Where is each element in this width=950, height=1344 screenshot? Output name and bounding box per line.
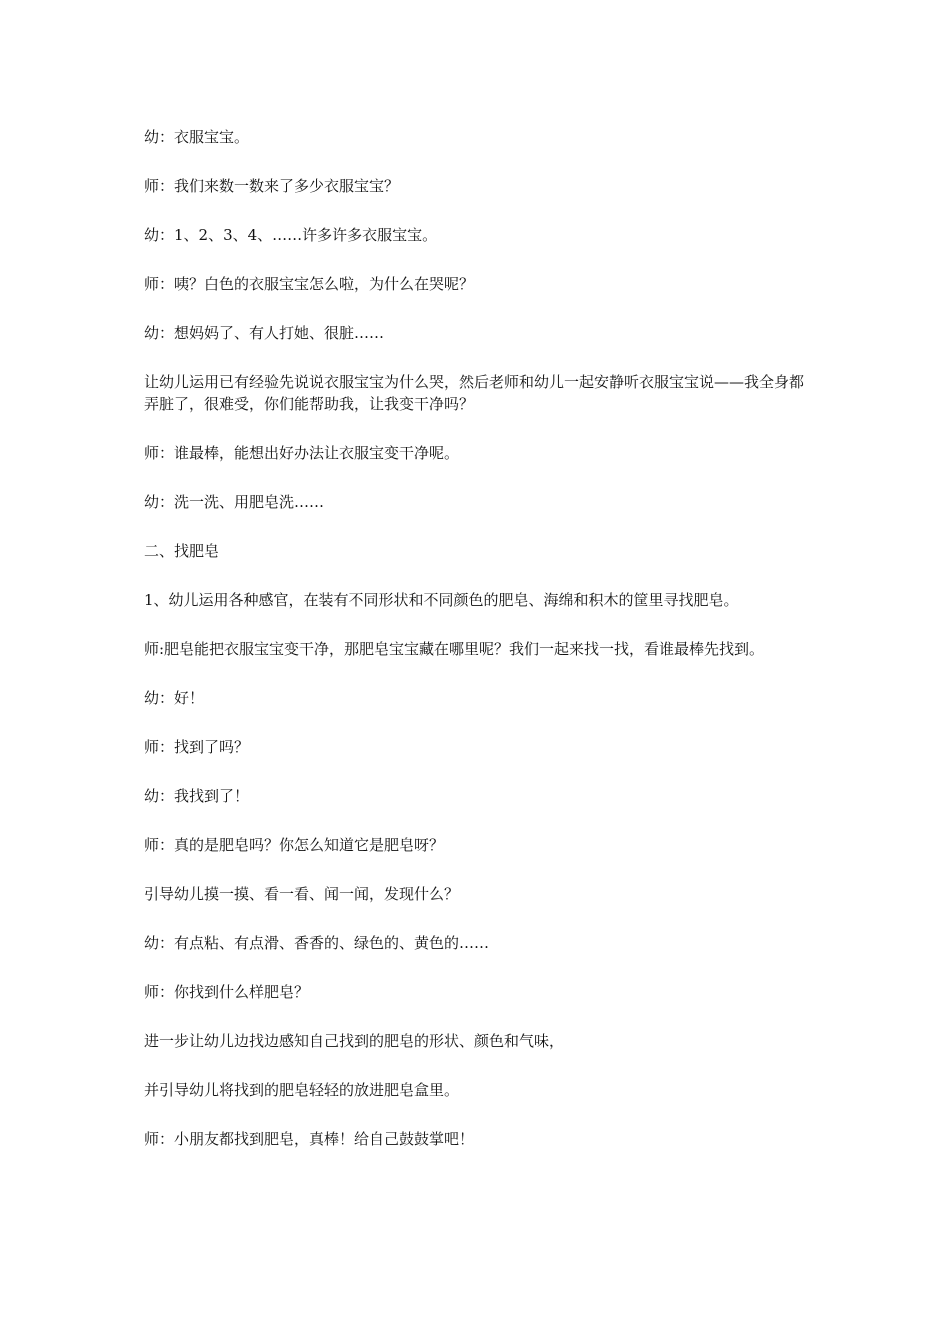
dialogue-line: 师：真的是肥皂吗？你怎么知道它是肥皂呀？ — [144, 836, 445, 854]
section-heading: 二、找肥皂 — [144, 542, 220, 560]
instruction-paragraph: 让幼儿运用已有经验先说说衣服宝宝为什么哭，然后老师和幼儿一起安静听衣服宝宝说——我全身都弄脏了，很难受，你们能帮助我，让我变干净吗？ — [144, 373, 805, 413]
dialogue-line: 师：我们来数一数来了多少衣服宝宝？ — [144, 177, 400, 195]
dialogue-line: 师：你找到什么样肥皂？ — [144, 983, 310, 1001]
dialogue-line: 师:肥皂能把衣服宝宝变干净，那肥皂宝宝藏在哪里呢？我们一起来找一找，看谁最棒先找到。 — [144, 640, 765, 658]
dialogue-line: 幼：1、2、3、4、……许多许多衣服宝宝。 — [144, 226, 438, 244]
dialogue-line: 幼：有点粘、有点滑、香香的、绿色的、黄色的…… — [144, 934, 490, 952]
document-body — [144, 126, 810, 1177]
instruction-paragraph: 1、幼儿运用各种感官，在装有不同形状和不同颜色的肥皂、海绵和积木的筐里寻找肥皂。 — [144, 591, 739, 609]
dialogue-line: 师：谁最棒，能想出好办法让衣服宝变干净呢。 — [144, 444, 460, 462]
dialogue-line: 幼：我找到了！ — [144, 787, 250, 805]
dialogue-line: 幼：好！ — [144, 689, 205, 707]
instruction-paragraph: 进一步让幼儿边找边感知自己找到的肥皂的形状、颜色和气味， — [144, 1032, 565, 1050]
dialogue-line: 师：咦？白色的衣服宝宝怎么啦，为什么在哭呢？ — [144, 275, 475, 293]
instruction-paragraph: 引导幼儿摸一摸、看一看、闻一闻，发现什么？ — [144, 885, 460, 903]
dialogue-line: 师：找到了吗？ — [144, 738, 250, 756]
dialogue-line: 幼：衣服宝宝。 — [144, 128, 250, 146]
dialogue-line: 幼：想妈妈了、有人打她、很脏…… — [144, 324, 385, 342]
dialogue-line: 幼：洗一洗、用肥皂洗…… — [144, 493, 325, 511]
instruction-paragraph: 并引导幼儿将找到的肥皂轻轻的放进肥皂盒里。 — [144, 1081, 460, 1099]
dialogue-line: 师：小朋友都找到肥皂，真棒！给自己鼓鼓掌吧！ — [144, 1130, 475, 1148]
